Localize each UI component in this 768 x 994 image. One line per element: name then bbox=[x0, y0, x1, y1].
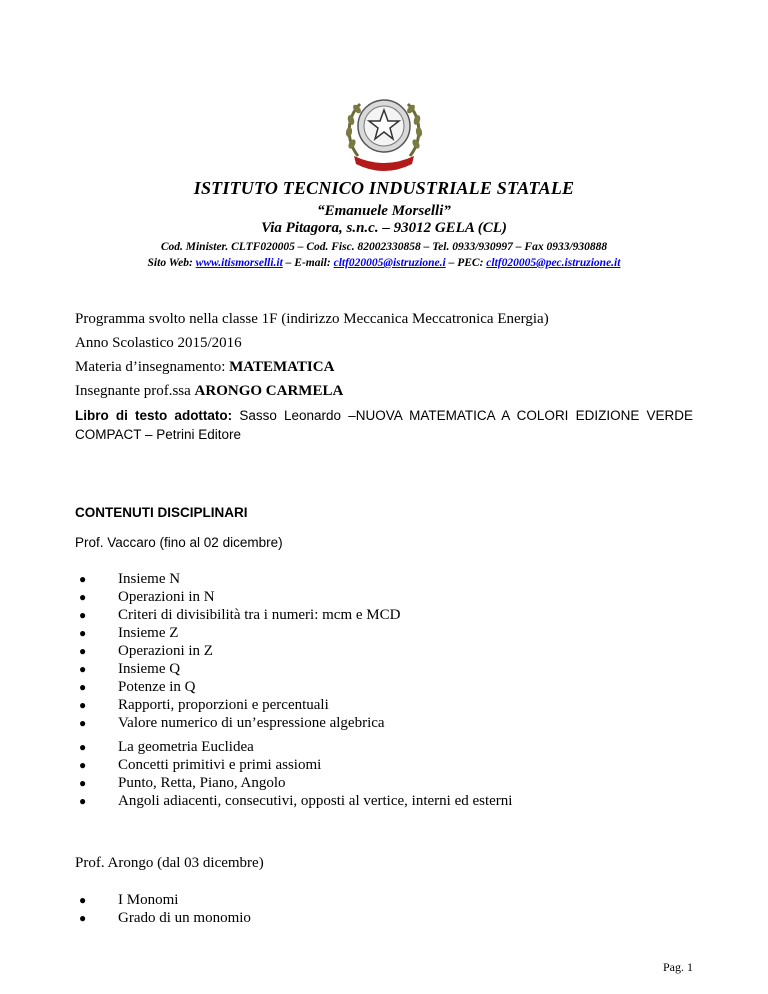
pec-link[interactable]: cltf020005@pec.istruzione.it bbox=[486, 257, 621, 269]
repubblica-italiana-emblem-icon bbox=[338, 86, 430, 178]
libro-line-1 bbox=[75, 405, 693, 427]
page-number: Pag. 1 bbox=[663, 960, 693, 974]
vaccaro-heading: Prof. Vaccaro (fino al 02 dicembre) bbox=[75, 535, 283, 550]
materia-value: MATEMATICA bbox=[229, 359, 335, 375]
materia-label: Materia d’insegnamento: bbox=[75, 359, 230, 375]
email-label: – E-mail: bbox=[282, 257, 334, 269]
libro-line-2: COMPACT – Petrini Editore bbox=[75, 427, 242, 442]
materia-line bbox=[75, 359, 334, 376]
insegnante-value: ARONGO CARMELA bbox=[194, 383, 344, 399]
pec-label: – PEC: bbox=[445, 257, 487, 269]
libro-label: Libro di testo adottato: bbox=[75, 408, 233, 423]
web-label: Sito Web: bbox=[147, 257, 196, 269]
school-contacts bbox=[0, 257, 768, 269]
school-codes: Cod. Minister. CLTF020005 – Cod. Fisc. 82002330858 – Tel. 0933/930997 – Fax 0933/930888 bbox=[160, 241, 608, 253]
school-name: ISTITUTO TECNICO INDUSTRIALE STATALE bbox=[193, 178, 575, 198]
insegnante-line bbox=[75, 383, 343, 400]
anno-line: Anno Scolastico 2015/2016 bbox=[75, 335, 242, 351]
email-link[interactable]: cltf020005@istruzione.i bbox=[333, 257, 446, 269]
programma-line: Programma svolto nella classe 1F (indirizzo Meccanica Meccatronica Energia) bbox=[75, 311, 549, 327]
arongo-heading: Prof. Arongo (dal 03 dicembre) bbox=[75, 855, 264, 871]
libro-value-1: Sasso Leonardo –NUOVA MATEMATICA A COLORI EDIZIONE VERDE bbox=[232, 408, 693, 423]
school-dedication: “Emanuele Morselli” bbox=[317, 203, 451, 219]
insegnante-label: Insegnante prof.ssa bbox=[75, 383, 195, 399]
contenuti-heading: CONTENUTI DISCIPLINARI bbox=[75, 505, 248, 520]
school-address: Via Pitagora, s.n.c. – 93012 GELA (CL) bbox=[261, 220, 507, 236]
web-link[interactable]: www.itismorselli.it bbox=[195, 257, 283, 269]
